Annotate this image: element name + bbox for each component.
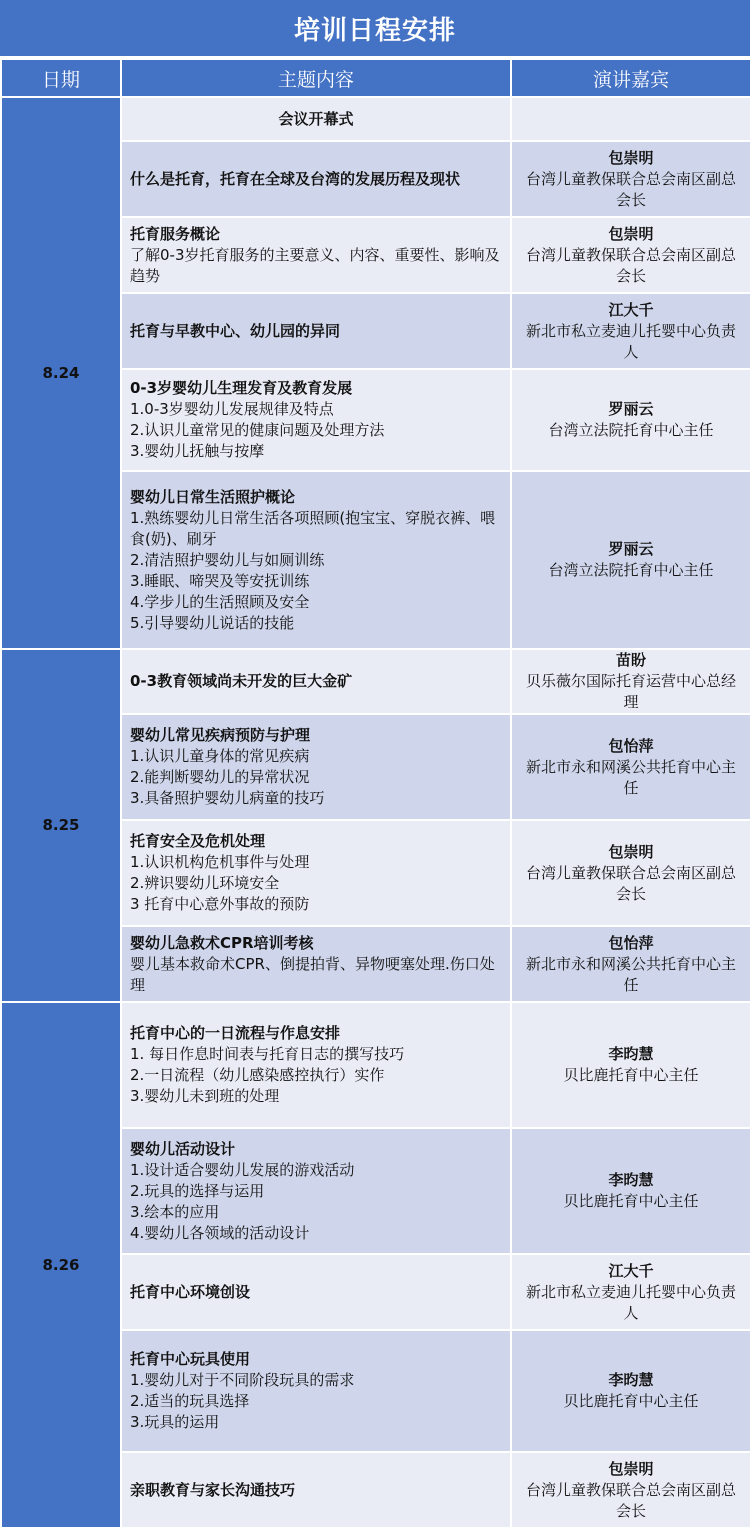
session-topic: [121, 141, 511, 217]
session-topic: [121, 1452, 511, 1528]
session-detail-line: 1.认识机构危机事件与处理: [130, 853, 310, 871]
session-detail-line: 3.绘本的应用: [130, 1202, 220, 1221]
session-detail-line: 3.玩具的运用: [130, 1413, 220, 1431]
session-detail-line: 3.婴幼儿未到班的处理: [130, 1087, 280, 1105]
speaker-organization: 贝比鹿托育中心主任: [563, 1192, 699, 1210]
session-topic: [121, 1254, 511, 1330]
session-title: 婴幼儿活动设计: [130, 1139, 236, 1158]
session-title: 托育服务概论: [130, 224, 221, 243]
session-topic: [121, 217, 511, 293]
session-detail-line: 2.认识儿童常见的健康问题及处理方法: [130, 421, 385, 439]
speaker-organization: 台湾儿童教保联合总会南区副总会长: [525, 863, 736, 903]
session-speaker: [511, 1254, 750, 1330]
session-topic: [121, 293, 511, 369]
session-detail-line: 2.适当的玩具选择: [130, 1392, 250, 1410]
session-title: 0-3教育领域尚未开发的巨大金矿: [130, 672, 353, 690]
session-topic: [121, 97, 511, 141]
session-speaker: [511, 649, 750, 714]
speaker-name: 包崇明: [608, 842, 654, 861]
session-speaker: [511, 714, 750, 820]
session-detail-line: 5.引导婴幼儿说话的技能: [130, 613, 295, 632]
speaker-name: 罗丽云: [608, 540, 654, 558]
session-title: 托育安全及危机处理: [130, 832, 266, 850]
header-topic: 主题内容: [121, 59, 511, 97]
speaker-name: 江大千: [608, 300, 654, 319]
session-title: 托育中心环境创设: [130, 1282, 251, 1301]
session-speaker: [511, 97, 750, 141]
session-title: 婴幼儿常见疾病预防与护理: [130, 726, 311, 744]
session-speaker: [511, 141, 750, 217]
session-speaker: [511, 217, 750, 293]
session-topic: [121, 369, 511, 471]
speaker-organization: 新北市私立麦迪儿托婴中心负责人: [525, 1282, 736, 1322]
session-topic: [121, 649, 511, 714]
session-topic: [121, 926, 511, 1002]
session-row: [1, 97, 750, 141]
speaker-name: 江大千: [608, 1261, 654, 1280]
session-detail-line: 3.具备照护婴幼儿病童的技巧: [130, 789, 325, 807]
session-detail-line: 1.婴幼儿对于不同阶段玩具的需求: [130, 1371, 355, 1389]
speaker-organization: 台湾儿童教保联合总会南区副总会长: [525, 169, 736, 209]
session-title: 0-3岁婴幼儿生理发育及教育发展: [130, 379, 353, 397]
session-title: 婴幼儿急救术CPR培训考核: [130, 933, 314, 952]
speaker-name: 包崇明: [608, 148, 654, 167]
session-topic: [121, 820, 511, 926]
session-detail-line: 1.熟练婴幼儿日常生活各项照顾(抱宝宝、穿脱衣裤、喂食(奶)、刷牙: [130, 508, 496, 548]
schedule-table: [0, 58, 750, 1529]
session-speaker: [511, 1128, 750, 1254]
speaker-organization: 贝比鹿托育中心主任: [563, 1066, 699, 1084]
session-topic: [121, 1128, 511, 1254]
session-topic: [121, 1330, 511, 1452]
speaker-organization: 新北市永和网溪公共托育中心主任: [525, 954, 736, 994]
header-row: [1, 59, 750, 97]
session-speaker: [511, 820, 750, 926]
speaker-name: 罗丽云: [608, 400, 654, 418]
session-row: [1, 1002, 750, 1128]
session-topic: [121, 471, 511, 649]
speaker-organization: 贝乐薇尔国际托育运营中心总经理: [525, 672, 736, 711]
speaker-name: 包崇明: [608, 1459, 654, 1478]
session-detail-line: 3 托育中心意外事故的预防: [130, 895, 310, 913]
session-row: [1, 649, 750, 714]
speaker-name: 包怡萍: [608, 933, 654, 952]
session-speaker: [511, 926, 750, 1002]
session-speaker: [511, 471, 750, 649]
speaker-name: 李昀慧: [608, 1371, 654, 1389]
session-detail-line: 婴儿基本救命术CPR、倒提拍背、异物哽塞处理.伤口处理: [130, 954, 495, 994]
session-speaker: [511, 293, 750, 369]
session-detail-line: 4.学步儿的生活照顾及安全: [130, 592, 310, 611]
date-cell: 8.26: [1, 1002, 121, 1528]
session-topic: [121, 1002, 511, 1128]
session-title: 什么是托育，托育在全球及台湾的发展历程及现状: [130, 169, 461, 188]
session-detail-line: 2.辨识婴幼儿环境安全: [130, 874, 280, 892]
session-detail-line: 3.睡眠、啼哭及等安抚训练: [130, 571, 310, 590]
speaker-name: 李昀慧: [608, 1171, 654, 1189]
speaker-organization: 台湾立法院托育中心主任: [548, 421, 714, 439]
header-speaker: 演讲嘉宾: [511, 59, 750, 97]
session-detail-line: 1.认识儿童身体的常见疾病: [130, 747, 310, 765]
speaker-organization: 台湾儿童教保联合总会南区副总会长: [525, 245, 736, 285]
session-detail-line: 2.能判断婴幼儿的异常状况: [130, 768, 310, 786]
session-detail-line: 1. 每日作息时间表与托育日志的撰写技巧: [130, 1045, 405, 1063]
session-detail-line: 2.清洁照护婴幼儿与如厕训练: [130, 550, 325, 569]
session-title: 婴幼儿日常生活照护概论: [130, 487, 296, 506]
session-title: 托育中心玩具使用: [130, 1350, 251, 1368]
date-cell: 8.24: [1, 97, 121, 649]
session-detail-line: 3.婴幼儿抚触与按摩: [130, 442, 265, 460]
session-detail-line: 1.设计适合婴幼儿发展的游戏活动: [130, 1160, 355, 1179]
session-title: 亲职教育与家长沟通技巧: [130, 1480, 296, 1499]
speaker-name: 李昀慧: [608, 1045, 654, 1063]
session-detail-line: 2.一日流程（幼儿感染感控执行）实作: [130, 1066, 385, 1084]
session-detail-line: 4.婴幼儿各领域的活动设计: [130, 1223, 310, 1242]
session-speaker: [511, 1330, 750, 1452]
session-speaker: [511, 1002, 750, 1128]
speaker-organization: 台湾立法院托育中心主任: [548, 561, 714, 579]
speaker-organization: 贝比鹿托育中心主任: [563, 1392, 699, 1410]
session-detail-line: 2.玩具的选择与运用: [130, 1181, 265, 1200]
page-title: 培训日程安排: [0, 0, 750, 56]
date-cell: 8.25: [1, 649, 121, 1002]
session-title: 托育与早教中心、幼儿园的异同: [130, 321, 341, 340]
session-title: 会议开幕式: [278, 109, 354, 128]
speaker-name: 苗盼: [615, 651, 646, 669]
session-detail-line: 了解0-3岁托育服务的主要意义、内容、重要性、影响及趋势: [130, 245, 500, 285]
speaker-name: 包怡萍: [608, 736, 654, 755]
session-speaker: [511, 1452, 750, 1528]
speaker-name: 包崇明: [608, 224, 654, 243]
speaker-organization: 台湾儿童教保联合总会南区副总会长: [525, 1480, 736, 1520]
schedule-body: [1, 97, 750, 1528]
session-title: 托育中心的一日流程与作息安排: [130, 1024, 341, 1042]
header-date: 日期: [1, 59, 121, 97]
session-topic: [121, 714, 511, 820]
speaker-organization: 新北市私立麦迪儿托婴中心负责人: [525, 321, 736, 361]
session-speaker: [511, 369, 750, 471]
speaker-organization: 新北市永和网溪公共托育中心主任: [525, 757, 736, 797]
session-detail-line: 1.0-3岁婴幼儿发展规律及特点: [130, 400, 334, 418]
